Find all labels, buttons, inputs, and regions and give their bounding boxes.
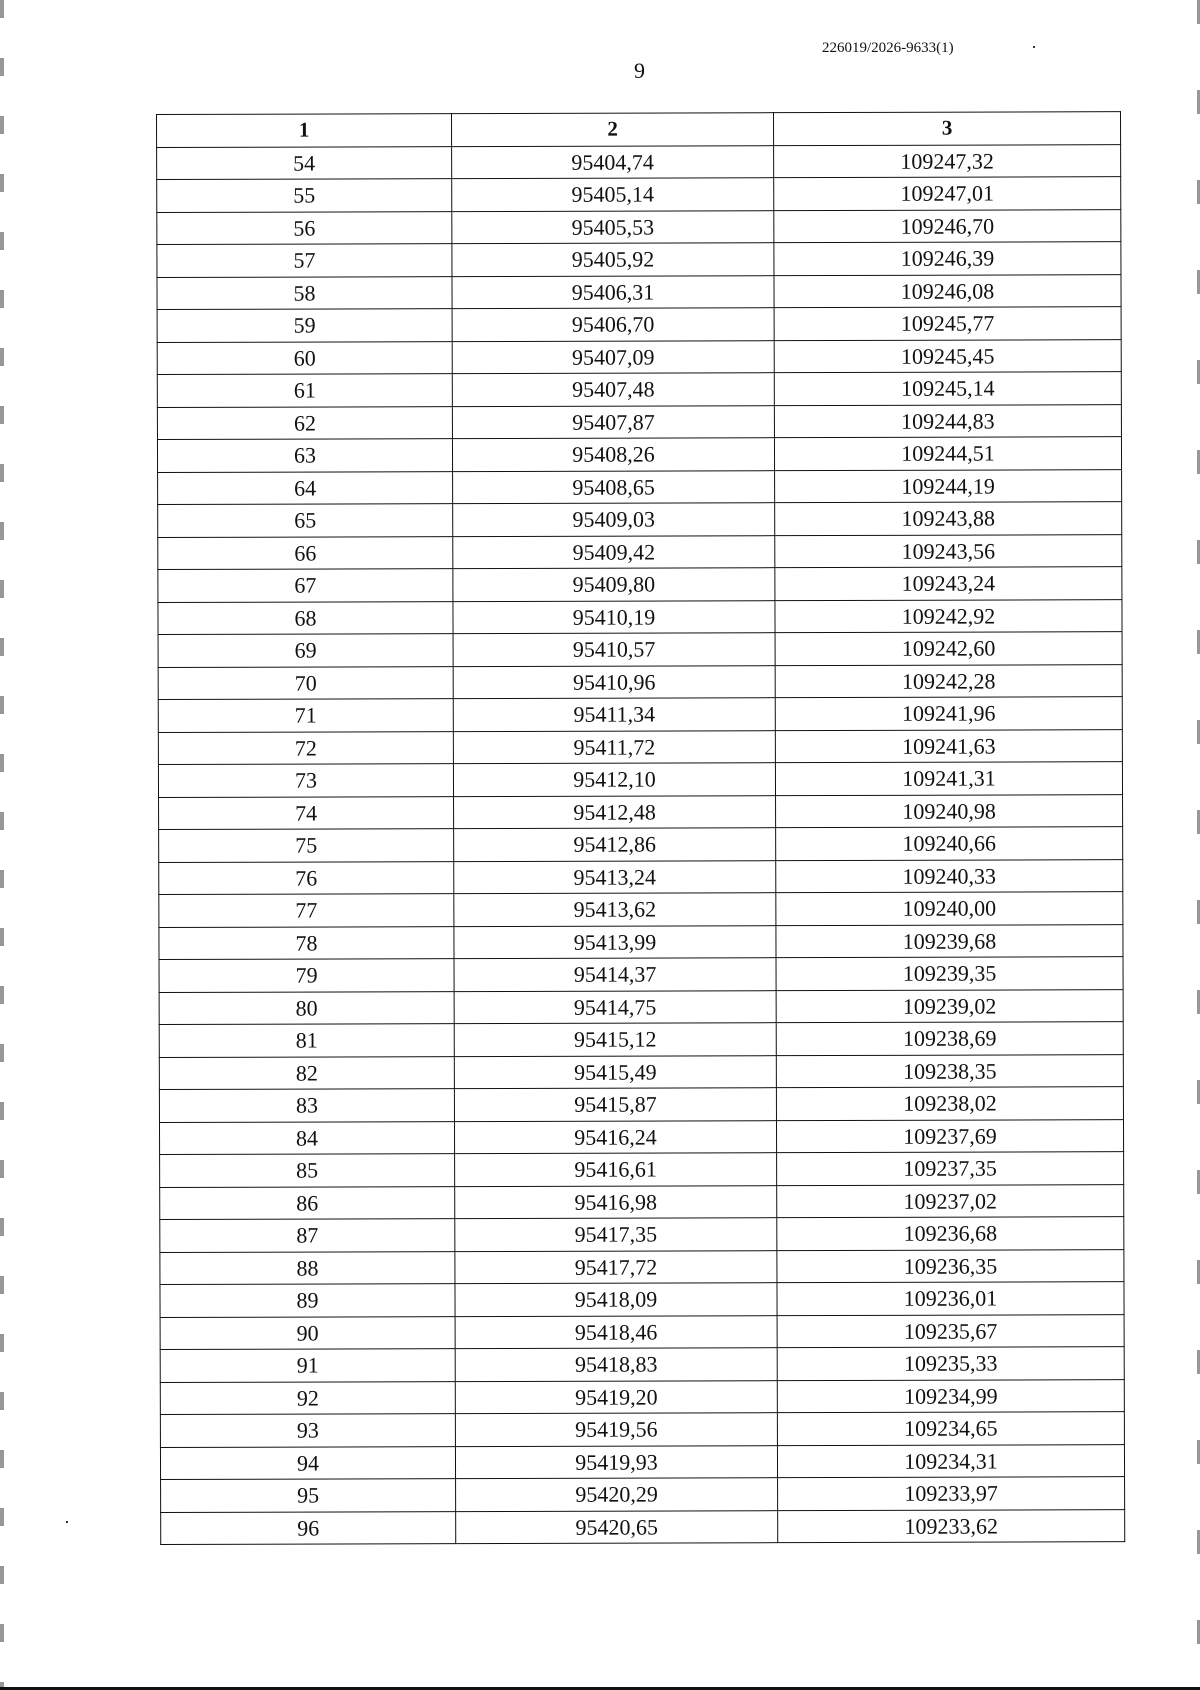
table-cell-col-1: 64 xyxy=(158,471,453,504)
table-row xyxy=(160,1282,1124,1317)
table-row xyxy=(160,1249,1124,1284)
table-cell-col-2: 95420,65 xyxy=(456,1510,778,1543)
table-cell-col-2: 95408,65 xyxy=(453,470,775,503)
table-cell-col-1: 79 xyxy=(159,959,454,992)
table-cell-col-1: 57 xyxy=(157,244,452,277)
table-cell-col-3: 109244,83 xyxy=(774,404,1121,438)
table-cell-col-1: 54 xyxy=(157,146,452,179)
table-cell-col-2: 95408,26 xyxy=(452,438,774,471)
table-row xyxy=(160,1184,1124,1219)
column-header-2: 2 xyxy=(452,113,774,146)
table-row xyxy=(160,1314,1124,1349)
table-row xyxy=(160,1379,1124,1414)
table-cell-col-1: 94 xyxy=(160,1446,455,1479)
table-cell-col-2: 95417,72 xyxy=(455,1250,777,1283)
table-row xyxy=(157,307,1121,342)
table-body xyxy=(157,144,1125,1544)
table-cell-col-3: 109247,32 xyxy=(774,144,1121,178)
table-cell-col-1: 59 xyxy=(157,309,452,342)
table-row xyxy=(159,957,1123,992)
table-row xyxy=(159,1022,1123,1057)
table-cell-col-1: 96 xyxy=(161,1511,456,1544)
scan-speck xyxy=(1033,46,1035,48)
table-row xyxy=(158,664,1122,699)
table-row xyxy=(159,892,1123,927)
table-cell-col-3: 109242,92 xyxy=(775,599,1122,633)
table-row xyxy=(161,1477,1125,1512)
table-cell-col-3: 109246,39 xyxy=(774,242,1121,276)
table-cell-col-2: 95405,92 xyxy=(452,243,774,276)
table-cell-col-2: 95412,86 xyxy=(454,828,776,861)
table-cell-col-1: 75 xyxy=(159,829,454,862)
table-cell-col-2: 95412,10 xyxy=(453,763,775,796)
table-cell-col-2: 95412,48 xyxy=(454,795,776,828)
table-cell-col-3: 109241,63 xyxy=(775,729,1122,763)
table-cell-col-3: 109240,33 xyxy=(776,859,1123,893)
table-cell-col-3: 109235,33 xyxy=(777,1347,1124,1381)
table-row xyxy=(158,567,1122,602)
table-cell-col-2: 95419,20 xyxy=(455,1380,777,1413)
table-cell-col-3: 109234,99 xyxy=(777,1379,1124,1413)
table-cell-col-1: 71 xyxy=(158,699,453,732)
table-row xyxy=(160,1444,1124,1479)
table-row xyxy=(159,827,1123,862)
table-cell-col-3: 109233,97 xyxy=(778,1477,1125,1511)
table-cell-col-2: 95414,75 xyxy=(454,990,776,1023)
table-row xyxy=(159,794,1123,829)
table-cell-col-1: 56 xyxy=(157,211,452,244)
table-cell-col-1: 72 xyxy=(158,731,453,764)
table-cell-col-2: 95413,62 xyxy=(454,893,776,926)
table-cell-col-1: 65 xyxy=(158,504,453,537)
table-cell-col-1: 77 xyxy=(159,894,454,927)
table-row xyxy=(157,404,1121,439)
table-cell-col-3: 109237,69 xyxy=(776,1119,1123,1153)
table-cell-col-2: 95419,93 xyxy=(455,1445,777,1478)
table-cell-col-3: 109240,00 xyxy=(776,892,1123,926)
table-cell-col-1: 78 xyxy=(159,926,454,959)
table-cell-col-3: 109243,88 xyxy=(775,502,1122,536)
table-cell-col-2: 95417,35 xyxy=(455,1218,777,1251)
table-cell-col-3: 109241,96 xyxy=(775,697,1122,731)
table-cell-col-1: 84 xyxy=(159,1121,454,1154)
table-cell-col-2: 95416,24 xyxy=(454,1120,776,1153)
table-row xyxy=(157,372,1121,407)
table-row xyxy=(158,632,1122,667)
table-row xyxy=(160,1412,1124,1447)
table-cell-col-2: 95414,37 xyxy=(454,958,776,991)
page-number: 9 xyxy=(634,58,645,83)
table-cell-col-2: 95415,87 xyxy=(454,1088,776,1121)
table-cell-col-2: 95409,42 xyxy=(453,535,775,568)
table-cell-col-1: 81 xyxy=(159,1024,454,1057)
table-cell-col-2: 95418,09 xyxy=(455,1283,777,1316)
table-cell-col-1: 91 xyxy=(160,1349,455,1382)
table-row xyxy=(161,1509,1125,1544)
table-cell-col-1: 93 xyxy=(160,1414,455,1447)
table-cell-col-2: 95411,34 xyxy=(453,698,775,731)
table-row xyxy=(157,144,1121,179)
table-cell-col-2: 95406,70 xyxy=(452,308,774,341)
table-row xyxy=(158,534,1122,569)
table-row xyxy=(158,502,1122,537)
table-row xyxy=(158,599,1122,634)
table-cell-col-2: 95418,83 xyxy=(455,1348,777,1381)
table-cell-col-1: 63 xyxy=(157,439,452,472)
table-cell-col-3: 109247,01 xyxy=(774,177,1121,211)
table-cell-col-3: 109240,98 xyxy=(776,794,1123,828)
table-cell-col-3: 109240,66 xyxy=(776,827,1123,861)
table-cell-col-3: 109246,70 xyxy=(774,209,1121,243)
table-cell-col-1: 87 xyxy=(160,1219,455,1252)
table-cell-col-2: 95415,12 xyxy=(454,1023,776,1056)
table-cell-col-1: 70 xyxy=(158,666,453,699)
table-row xyxy=(159,859,1123,894)
table-cell-col-1: 62 xyxy=(157,406,452,439)
table-cell-col-3: 109241,31 xyxy=(775,762,1122,796)
table-cell-col-3: 109239,02 xyxy=(776,989,1123,1023)
table-row xyxy=(157,339,1121,374)
table-row xyxy=(158,697,1122,732)
table-cell-col-2: 95410,96 xyxy=(453,665,775,698)
table-cell-col-1: 76 xyxy=(159,861,454,894)
table-header-row xyxy=(157,112,1121,147)
table-cell-col-2: 95416,98 xyxy=(455,1185,777,1218)
table-cell-col-1: 66 xyxy=(158,536,453,569)
table-row xyxy=(158,729,1122,764)
table-cell-col-3: 109245,45 xyxy=(774,339,1121,373)
table-cell-col-1: 61 xyxy=(157,374,452,407)
table-row xyxy=(159,1119,1123,1154)
table-cell-col-1: 55 xyxy=(157,179,452,212)
table-cell-col-1: 95 xyxy=(161,1479,456,1512)
table-cell-col-1: 89 xyxy=(160,1284,455,1317)
table-cell-col-1: 85 xyxy=(160,1154,455,1187)
table-cell-col-3: 109239,68 xyxy=(776,924,1123,958)
table-row xyxy=(159,989,1123,1024)
table-row xyxy=(159,1087,1123,1122)
table-cell-col-3: 109239,35 xyxy=(776,957,1123,991)
table-cell-col-3: 109246,08 xyxy=(774,274,1121,308)
table-cell-col-3: 109234,31 xyxy=(777,1444,1124,1478)
table-cell-col-3: 109238,02 xyxy=(776,1087,1123,1121)
column-header-3: 3 xyxy=(773,112,1120,146)
table-cell-col-1: 88 xyxy=(160,1251,455,1284)
scan-edge-left xyxy=(0,0,4,1690)
table-cell-col-2: 95416,61 xyxy=(455,1153,777,1186)
table-cell-col-3: 109238,35 xyxy=(776,1054,1123,1088)
table-cell-col-3: 109243,24 xyxy=(775,567,1122,601)
table-cell-col-3: 109235,67 xyxy=(777,1314,1124,1348)
table-cell-col-2: 95413,24 xyxy=(454,860,776,893)
table-cell-col-2: 95410,19 xyxy=(453,600,775,633)
table-cell-col-3: 109236,01 xyxy=(777,1282,1124,1316)
table-cell-col-1: 74 xyxy=(159,796,454,829)
table-cell-col-3: 109244,51 xyxy=(774,437,1121,471)
table-row xyxy=(157,209,1121,244)
table-cell-col-1: 73 xyxy=(158,764,453,797)
table-cell-col-2: 95407,87 xyxy=(452,405,774,438)
table-cell-col-1: 80 xyxy=(159,991,454,1024)
table-cell-col-3: 109236,68 xyxy=(777,1217,1124,1251)
table-cell-col-2: 95405,53 xyxy=(452,210,774,243)
table-cell-col-2: 95409,03 xyxy=(453,503,775,536)
table-row xyxy=(159,924,1123,959)
table-row xyxy=(157,177,1121,212)
table-cell-col-2: 95420,29 xyxy=(456,1478,778,1511)
table-cell-col-3: 109233,62 xyxy=(778,1509,1125,1543)
table-cell-col-2: 95413,99 xyxy=(454,925,776,958)
table-cell-col-2: 95411,72 xyxy=(453,730,775,763)
table-row xyxy=(157,274,1121,309)
table-cell-col-2: 95415,49 xyxy=(454,1055,776,1088)
table-cell-col-2: 95407,48 xyxy=(452,373,774,406)
table-cell-col-3: 109242,28 xyxy=(775,664,1122,698)
table-row xyxy=(160,1217,1124,1252)
table-cell-col-1: 68 xyxy=(158,601,453,634)
table-cell-col-3: 109238,69 xyxy=(776,1022,1123,1056)
table-row xyxy=(157,242,1121,277)
table-cell-col-3: 109245,14 xyxy=(774,372,1121,406)
table-cell-col-2: 95410,57 xyxy=(453,633,775,666)
table-cell-col-2: 95419,56 xyxy=(455,1413,777,1446)
table-row xyxy=(158,762,1122,797)
table-cell-col-3: 109244,19 xyxy=(775,469,1122,503)
table-cell-col-3: 109243,56 xyxy=(775,534,1122,568)
document-reference: 226019/2026-9633(1) xyxy=(822,40,954,56)
column-header-1: 1 xyxy=(157,114,452,147)
table-cell-col-3: 109237,02 xyxy=(777,1184,1124,1218)
table-cell-col-3: 109242,60 xyxy=(775,632,1122,666)
coordinates-table xyxy=(156,111,1125,1545)
table-row xyxy=(159,1054,1123,1089)
table-cell-col-1: 82 xyxy=(159,1056,454,1089)
table-row xyxy=(157,437,1121,472)
table-row xyxy=(160,1347,1124,1382)
table-cell-col-1: 60 xyxy=(157,341,452,374)
table-row xyxy=(160,1152,1124,1187)
table-cell-col-2: 95409,80 xyxy=(453,568,775,601)
table-cell-col-1: 92 xyxy=(160,1381,455,1414)
table-cell-col-2: 95407,09 xyxy=(452,340,774,373)
table-cell-col-3: 109237,35 xyxy=(777,1152,1124,1186)
table-cell-col-2: 95406,31 xyxy=(452,275,774,308)
table-cell-col-1: 86 xyxy=(160,1186,455,1219)
table-cell-col-2: 95404,74 xyxy=(452,145,774,178)
table-cell-col-3: 109234,65 xyxy=(777,1412,1124,1446)
table-cell-col-3: 109236,35 xyxy=(777,1249,1124,1283)
table-row xyxy=(158,469,1122,504)
table-cell-col-2: 95405,14 xyxy=(452,178,774,211)
table-cell-col-1: 90 xyxy=(160,1316,455,1349)
table-cell-col-1: 58 xyxy=(157,276,452,309)
table-cell-col-3: 109245,77 xyxy=(774,307,1121,341)
table-cell-col-1: 69 xyxy=(158,634,453,667)
table-cell-col-2: 95418,46 xyxy=(455,1315,777,1348)
table-cell-col-1: 67 xyxy=(158,569,453,602)
table-cell-col-1: 83 xyxy=(159,1089,454,1122)
scan-speck xyxy=(66,1521,68,1523)
